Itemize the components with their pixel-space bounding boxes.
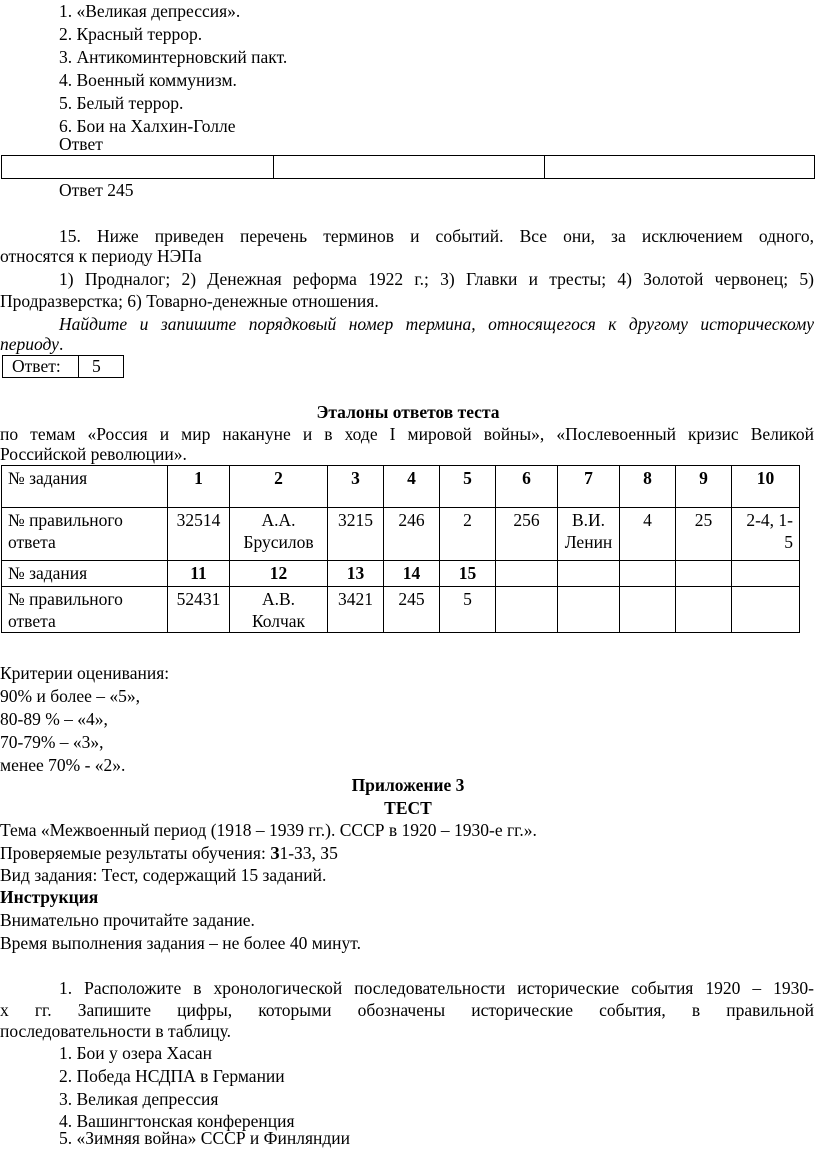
instruction-title: Инструкция bbox=[0, 887, 99, 907]
list-item: 3. Антикоминтерновский пакт. bbox=[59, 47, 288, 67]
answer-cell: В.И. Ленин bbox=[558, 508, 620, 561]
answer-cell bbox=[2, 156, 274, 178]
task-type-text: Вид задания: Тест, содержащий 15 заданий. bbox=[0, 865, 327, 885]
answer-cell: 3421 bbox=[328, 587, 384, 633]
task-number bbox=[496, 561, 558, 587]
answer-label: Ответ bbox=[59, 134, 103, 154]
read-text: Внимательно прочитайте задание. bbox=[0, 910, 255, 930]
task-number: 15 bbox=[440, 561, 496, 587]
key-subtitle-cont: Российской революции». bbox=[0, 444, 187, 464]
question-1-text-cont: последовательности в таблицу. bbox=[0, 1021, 231, 1041]
list-item: 5. Белый террор. bbox=[59, 93, 184, 113]
answer-cell: 52431 bbox=[168, 587, 230, 633]
task-number bbox=[620, 561, 676, 587]
table-row bbox=[2, 561, 800, 587]
answer-box-value: 5 bbox=[92, 356, 101, 376]
key-subtitle: по темам «Россия и мир накануне и в ходе I мировой войны», «Послевоенный кризис Великой bbox=[0, 424, 814, 444]
task-number: 10 bbox=[732, 466, 800, 508]
row-label: № правильного ответа bbox=[2, 587, 168, 633]
criteria-title: Критерии оценивания: bbox=[0, 663, 170, 683]
task-number: 2 bbox=[230, 466, 328, 508]
answer-cell bbox=[274, 156, 545, 178]
list-item: 1. Бои у озера Хасан bbox=[59, 1043, 213, 1063]
question-15-text: 15. Ниже приведен перечень терминов и событий. Все они, за исключением одного, bbox=[59, 226, 814, 246]
list-item: 5. «Зимняя война» СССР и Финляндии bbox=[59, 1128, 351, 1148]
question-15-options-cont: Продразверстка; 6) Товарно-денежные отношения. bbox=[0, 291, 379, 311]
row-label: № задания bbox=[2, 466, 168, 508]
time-text: Время выполнения задания – не более 40 минут. bbox=[0, 933, 361, 953]
answer-cell bbox=[545, 156, 814, 178]
task-number bbox=[732, 561, 800, 587]
answer-cell: 256 bbox=[496, 508, 558, 561]
list-item: 4. Военный коммунизм. bbox=[59, 70, 237, 90]
row-label: № правильного ответа bbox=[2, 508, 168, 561]
answer-key-table bbox=[1, 465, 800, 633]
criteria-item: 90% и более – «5», bbox=[0, 686, 141, 706]
results-bold: З bbox=[270, 843, 280, 863]
answer-cell: 5 bbox=[440, 587, 496, 633]
answer-cell bbox=[496, 587, 558, 633]
task-number: 6 bbox=[496, 466, 558, 508]
appendix-title: Приложение 3 bbox=[351, 775, 465, 795]
criteria-item: менее 70% - «2». bbox=[0, 755, 126, 775]
question-15-instruction-dot: . bbox=[58, 334, 64, 354]
answer-cell: 3215 bbox=[328, 508, 384, 561]
answer-cell: 246 bbox=[384, 508, 440, 561]
task-number: 13 bbox=[328, 561, 384, 587]
list-item: 4. Вашингтонская конференция bbox=[59, 1111, 295, 1131]
answer-cell bbox=[676, 587, 732, 633]
table-row bbox=[2, 508, 800, 561]
test-title: ТЕСТ bbox=[384, 798, 432, 818]
question-15-instruction-cont: периоду bbox=[0, 334, 59, 354]
task-number bbox=[558, 561, 620, 587]
question-1-text-cont: х гг. Запишите цифры, которыми обозначены исторические события, в правильной bbox=[0, 1000, 814, 1020]
task-number bbox=[676, 561, 732, 587]
task-number: 11 bbox=[168, 561, 230, 587]
answer-cell: А.А. Брусилов bbox=[230, 508, 328, 561]
answer-box bbox=[2, 355, 124, 378]
answer-cell: 2 bbox=[440, 508, 496, 561]
answer-cell: 245 bbox=[384, 587, 440, 633]
question-1-text: 1. Расположите в хронологической последовательности исторические события 1920 – 1930- bbox=[59, 978, 814, 998]
answer-cell bbox=[732, 587, 800, 633]
question-15-instruction: Найдите и запишите порядковый номер термина, относящегося к другому историческому bbox=[59, 314, 814, 334]
question-15-options: 1) Продналог; 2) Денежная реформа 1922 г.; 3) Главки и тресты; 4) Золотой червонец; 5) bbox=[59, 269, 814, 289]
answer-box-label: Ответ: bbox=[3, 356, 79, 377]
answer-text: Ответ 245 bbox=[59, 180, 134, 200]
answer-cell: 4 bbox=[620, 508, 676, 561]
answer-cell: 2-4, 1-5 bbox=[732, 508, 800, 561]
criteria-item: 80-89 % – «4», bbox=[0, 709, 108, 729]
answer-grid bbox=[1, 155, 815, 179]
answer-cell: 32514 bbox=[168, 508, 230, 561]
answer-cell: А.В. Колчак bbox=[230, 587, 328, 633]
task-number: 3 bbox=[328, 466, 384, 508]
task-number: 9 bbox=[676, 466, 732, 508]
list-item: 2. Красный террор. bbox=[59, 24, 203, 44]
task-number: 8 bbox=[620, 466, 676, 508]
results-rest: 1-З3, З5 bbox=[279, 843, 338, 863]
answer-cell: 25 bbox=[676, 508, 732, 561]
results-text bbox=[0, 842, 816, 865]
list-item: 3. Великая депрессия bbox=[59, 1089, 219, 1109]
task-number: 4 bbox=[384, 466, 440, 508]
results-prefix: Проверяемые результаты обучения: bbox=[0, 843, 271, 863]
list-item: 2. Победа НСДПА в Германии bbox=[59, 1066, 285, 1086]
task-number: 12 bbox=[230, 561, 328, 587]
criteria-item: 70-79% – «3», bbox=[0, 732, 104, 752]
row-label: № задания bbox=[2, 561, 168, 587]
table-row bbox=[2, 587, 800, 633]
task-number: 1 bbox=[168, 466, 230, 508]
key-title: Эталоны ответов теста bbox=[316, 402, 500, 422]
task-number: 7 bbox=[558, 466, 620, 508]
question-15-text-cont: относятся к периоду НЭПа bbox=[0, 246, 202, 266]
table-row bbox=[2, 466, 800, 508]
task-number: 14 bbox=[384, 561, 440, 587]
list-item: 6. Бои на Халхин-Голле bbox=[59, 116, 236, 136]
task-number: 5 bbox=[440, 466, 496, 508]
answer-cell bbox=[558, 587, 620, 633]
answer-cell bbox=[620, 587, 676, 633]
list-item: 1. «Великая депрессия». bbox=[59, 1, 241, 21]
topic-text: Тема «Межвоенный период (1918 – 1939 гг.). СССР в 1920 – 1930-е гг.». bbox=[0, 820, 537, 840]
